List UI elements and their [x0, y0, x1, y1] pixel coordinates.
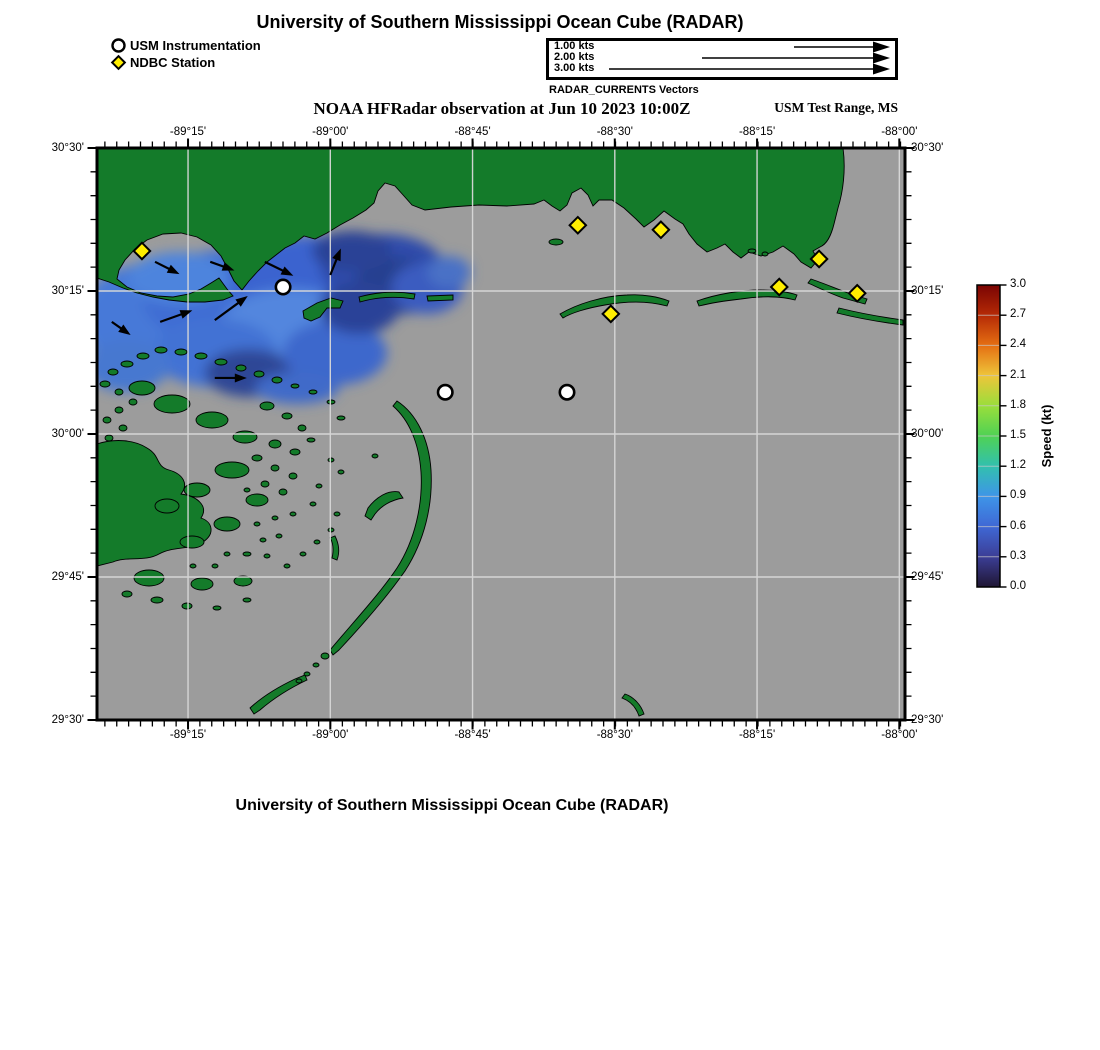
marsh-islet	[269, 440, 281, 448]
marsh-islet	[180, 536, 204, 548]
colorbar-ticks	[1001, 285, 1007, 587]
lat-tick-label: 30°15'	[51, 285, 84, 297]
vector-scale-label: 2.00 kts	[554, 51, 595, 63]
lat-tick-label: 29°30'	[911, 714, 944, 726]
marsh-islet	[264, 554, 270, 558]
marsh-islet	[284, 564, 290, 568]
colorbar-tick-label: 0.0	[1010, 580, 1026, 592]
lon-tick-label: -88°00'	[881, 126, 918, 138]
lat-tick-label: 30°00'	[51, 428, 84, 440]
vector-scale-label: 3.00 kts	[554, 62, 595, 74]
lon-tick-label: -89°15'	[169, 729, 207, 741]
ship-island-east	[427, 295, 453, 301]
marsh-islet	[276, 534, 282, 538]
colorbar-tick-label: 0.3	[1010, 549, 1026, 562]
lon-tick-label: -88°15'	[738, 729, 776, 741]
lon-tick-label: -89°00'	[312, 729, 349, 741]
marsh-islet	[337, 416, 345, 420]
lon-tick-label: -88°45'	[454, 126, 491, 138]
marsh-islet	[175, 349, 187, 355]
marsh-islet	[314, 540, 320, 544]
marsh-islet	[115, 407, 123, 413]
island-fragment	[762, 252, 768, 256]
lon-tick-label: -88°00'	[881, 729, 918, 741]
island-fragment	[313, 663, 319, 667]
usm-instrument-marker	[438, 385, 452, 399]
colorbar-tick-label: 1.8	[1010, 398, 1026, 411]
marsh-islet	[289, 473, 297, 479]
marsh-islet	[252, 455, 262, 461]
deer-island	[549, 239, 563, 245]
map-area	[80, 139, 915, 730]
colorbar-tick-label: 2.7	[1010, 308, 1026, 321]
marsh-islet	[191, 578, 213, 590]
marsh-islet	[154, 395, 190, 413]
marsh-islet	[261, 481, 269, 487]
lat-tick-label: 29°45'	[911, 571, 944, 583]
lat-tick-label: 30°30'	[911, 142, 944, 154]
marsh-islet	[254, 522, 260, 526]
usm-instrument-marker	[276, 280, 290, 294]
speed-patch	[312, 231, 392, 271]
marsh-islet	[129, 381, 155, 395]
marsh-islet	[190, 564, 196, 568]
marsh-islet	[103, 417, 111, 423]
marsh-islet	[327, 400, 335, 404]
speed-patch	[427, 256, 471, 288]
marsh-islet	[309, 390, 317, 394]
island-fragment	[296, 679, 302, 683]
observation-subtitle: NOAA HFRadar observation at Jun 10 2023 10:00Z	[313, 99, 691, 118]
usm-instrument-marker	[560, 385, 574, 399]
marsh-islet	[213, 606, 221, 610]
marsh-islet	[115, 389, 123, 395]
marsh-islet	[300, 552, 306, 556]
marsh-islet	[121, 361, 133, 367]
marsh-islet	[215, 359, 227, 365]
marsh-islet	[246, 494, 268, 506]
marsh-islet	[272, 377, 282, 383]
colorbar	[977, 285, 1007, 587]
marsh-islet	[119, 425, 127, 431]
colorbar-tick-label: 2.1	[1010, 368, 1026, 381]
marsh-islet	[334, 512, 340, 516]
colorbar-title: Speed (kt)	[1039, 404, 1054, 468]
marsh-islet	[214, 517, 240, 531]
vector-scale-caption: RADAR_CURRENTS Vectors	[549, 84, 699, 96]
marsh-islet	[290, 512, 296, 516]
legend-label: USM Instrumentation	[130, 38, 261, 53]
marsh-islet	[338, 470, 344, 474]
marsh-islet	[316, 484, 322, 488]
marsh-islet	[307, 438, 315, 442]
lat-tick-label: 30°15'	[911, 285, 944, 297]
marsh-islet	[279, 489, 287, 495]
marsh-islet	[298, 425, 306, 431]
colorbar-tick-label: 0.6	[1010, 519, 1026, 532]
island-fragment	[304, 672, 310, 676]
page-title: University of Southern Mississippi Ocean Cube (RADAR)	[256, 12, 744, 32]
marsh-islet	[122, 591, 132, 597]
island-fragment	[748, 249, 756, 253]
bottom-title: University of Southern Mississippi Ocean Cube (RADAR)	[235, 797, 669, 814]
marsh-islet	[328, 528, 334, 532]
island-fragment	[321, 653, 329, 659]
marsh-islet	[155, 347, 167, 353]
marsh-islet	[151, 597, 163, 603]
marsh-islet	[224, 552, 230, 556]
marsh-islet	[260, 538, 266, 542]
colorbar-tick-label: 1.5	[1010, 429, 1026, 441]
lon-tick-label: -89°00'	[312, 126, 349, 138]
marsh-islet	[243, 552, 251, 556]
marsh-islet	[236, 365, 246, 371]
legend-label: NDBC Station	[130, 55, 216, 70]
marsh-islet	[328, 458, 334, 462]
lon-tick-label: -88°15'	[738, 126, 776, 138]
marsh-islet	[233, 431, 257, 443]
marsh-islet	[271, 465, 279, 471]
lat-tick-label: 30°00'	[911, 428, 944, 440]
colorbar-tick-label: 1.2	[1010, 459, 1026, 472]
lat-tick-label: 30°30'	[51, 142, 84, 154]
marsh-islet	[244, 488, 250, 492]
vector-scale-label: 1.00 kts	[554, 40, 595, 52]
lat-tick-label: 29°45'	[51, 571, 84, 583]
colorbar-tick-label: 3.0	[1010, 278, 1026, 290]
marsh-islet	[254, 371, 264, 377]
range-label: USM Test Range, MS	[774, 100, 898, 115]
lat-tick-label: 29°30'	[51, 714, 84, 726]
marsh-islet	[134, 570, 164, 586]
lon-tick-label: -88°30'	[596, 729, 633, 741]
marsh-islet	[195, 353, 207, 359]
lon-tick-label: -88°30'	[596, 126, 633, 138]
marsh-islet	[196, 412, 228, 428]
lon-tick-label: -89°15'	[169, 126, 207, 138]
marsh-islet	[155, 499, 179, 513]
marsh-islet	[182, 603, 192, 609]
marsh-islet	[291, 384, 299, 388]
marsh-islet	[108, 369, 118, 375]
marsh-islet	[105, 435, 113, 441]
marsh-islet	[129, 399, 137, 405]
colorbar-tick-label: 2.4	[1010, 338, 1026, 351]
colorbar-tick-label: 0.9	[1010, 489, 1026, 502]
marsh-islet	[137, 353, 149, 359]
marsh-islet	[243, 598, 251, 602]
marsh-islet	[282, 413, 292, 419]
marsh-islet	[100, 381, 110, 387]
marsh-islet	[215, 462, 249, 478]
marsh-islet	[272, 516, 278, 520]
marsh-islet	[310, 502, 316, 506]
marsh-islet	[290, 449, 300, 455]
island-fragment	[372, 454, 378, 458]
lon-tick-label: -88°45'	[454, 729, 491, 741]
marsh-islet	[212, 564, 218, 568]
marsh-islet	[260, 402, 274, 410]
